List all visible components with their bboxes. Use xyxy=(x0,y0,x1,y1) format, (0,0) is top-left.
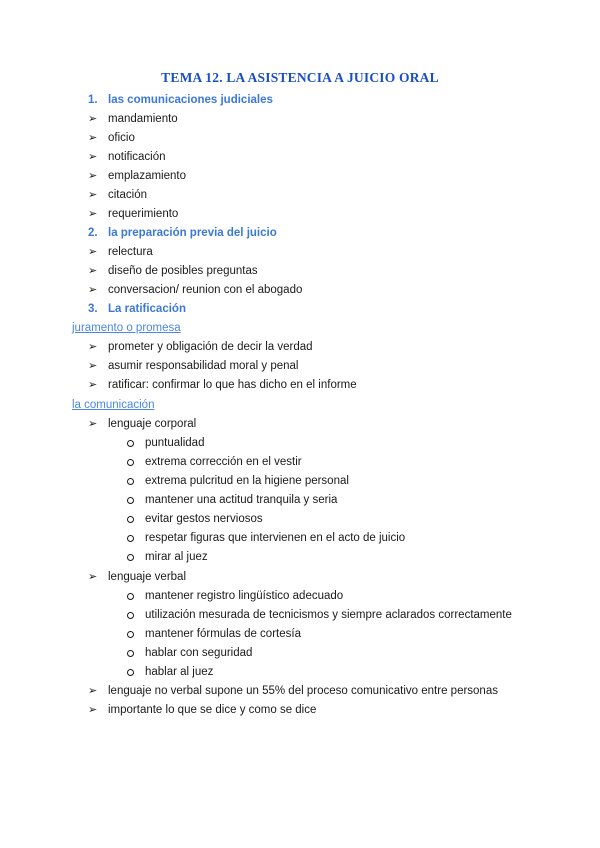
arrow-bullet-icon: ➢ xyxy=(88,283,98,296)
circle-bullet-icon xyxy=(127,631,134,638)
arrow-bullet-icon: ➢ xyxy=(88,340,98,353)
section-number: 1. xyxy=(88,94,98,106)
circle-bullet-icon xyxy=(127,516,134,523)
arrow-bullet-icon: ➢ xyxy=(88,169,98,182)
arrow-bullet-icon: ➢ xyxy=(88,703,98,716)
section-number: 3. xyxy=(88,303,98,315)
arrow-bullet-icon: ➢ xyxy=(88,112,98,125)
arrow-bullet-icon: ➢ xyxy=(88,245,98,258)
arrow-bullet-icon: ➢ xyxy=(88,359,98,372)
arrow-bullet-icon: ➢ xyxy=(88,378,98,391)
circle-bullet-icon xyxy=(127,554,134,561)
circle-bullet-icon xyxy=(127,459,134,466)
arrow-bullet-icon: ➢ xyxy=(88,188,98,201)
subsection-link[interactable]: juramento o promesa xyxy=(72,322,181,334)
arrow-bullet-icon: ➢ xyxy=(88,207,98,220)
subsection-link[interactable]: la comunicación xyxy=(72,399,155,411)
circle-bullet-icon xyxy=(127,535,134,542)
page-title: TEMA 12. LA ASISTENCIA A JUICIO ORAL xyxy=(161,70,439,85)
section-number: 2. xyxy=(88,227,98,239)
circle-bullet-icon xyxy=(127,478,134,485)
section-title: la preparación previa del juicio xyxy=(108,227,277,239)
circle-bullet-icon xyxy=(127,593,134,600)
arrow-bullet-icon: ➢ xyxy=(88,684,98,697)
circle-bullet-icon xyxy=(127,650,134,657)
section-title: La ratificación xyxy=(108,303,186,315)
circle-bullet-icon xyxy=(127,612,134,619)
section-title: las comunicaciones judiciales xyxy=(108,94,273,106)
arrow-bullet-icon: ➢ xyxy=(88,570,98,583)
arrow-bullet-icon: ➢ xyxy=(88,150,98,163)
arrow-bullet-icon: ➢ xyxy=(88,264,98,277)
circle-bullet-icon xyxy=(127,669,134,676)
circle-bullet-icon xyxy=(127,440,134,447)
arrow-bullet-icon: ➢ xyxy=(88,417,98,430)
circle-bullet-icon xyxy=(127,497,134,504)
arrow-bullet-icon: ➢ xyxy=(88,131,98,144)
